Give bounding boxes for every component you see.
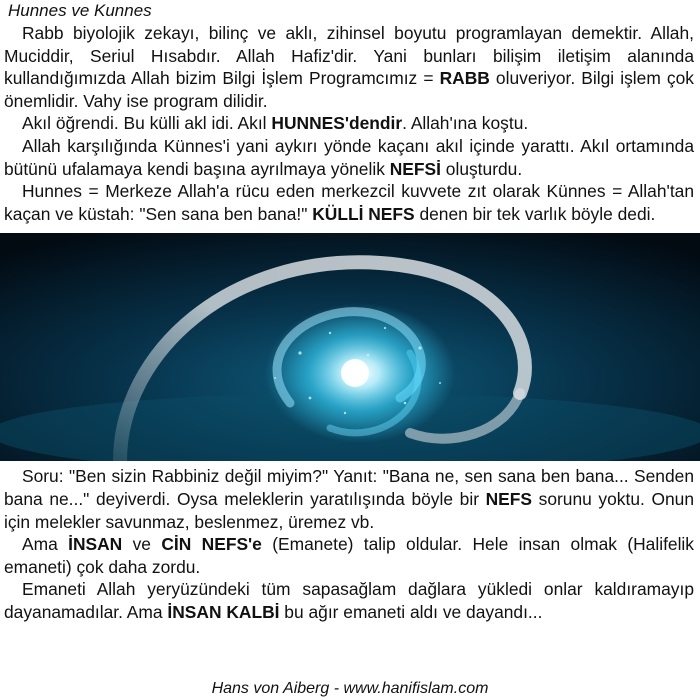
paragraph xyxy=(4,180,694,225)
paragraph-text: oluşturdu. xyxy=(440,158,523,179)
paragraph-text: ve xyxy=(122,534,162,555)
emphasis-text: NEFS xyxy=(485,488,532,509)
paragraph-text: sorunu yoktu. Onun için melekler savunmaz, beslenmez, üremez vb. xyxy=(4,488,694,532)
paragraph xyxy=(4,135,694,180)
emphasis-text: NEFSİ xyxy=(389,158,441,179)
emphasis-text: KÜLLİ NEFS xyxy=(312,203,415,224)
paragraph-text: Allah karşılığında Künnes'i yani aykırı yönde kaçanı akıl içinde yarattı. Akıl ortamında bütünü ufalamaya kendi başına ayrılmaya yönelik xyxy=(4,135,694,179)
paragraph xyxy=(4,465,694,533)
bottom-paragraphs xyxy=(4,465,694,623)
paragraph-text: Ama xyxy=(22,534,69,555)
emphasis-text: İNSAN KALBİ xyxy=(167,601,280,622)
paragraph xyxy=(4,533,694,578)
paragraph-text: Hunnes = Merkeze Allah'a rücu eden merkezcil kuvvete zıt olarak Künnes = Allah'tan kaçan ve küstah: "Sen sana ben bana!" xyxy=(4,181,694,224)
paragraph-text: . Allah'ına koştu. xyxy=(402,113,529,134)
top-text-block xyxy=(0,0,700,225)
paragraph-text: (Emanete) talip oldular. Hele insan olmak (Halifelik emaneti) çok daha zordu. xyxy=(4,534,694,577)
spiral-galaxy-icon xyxy=(0,233,700,461)
spiral-galaxy-image xyxy=(0,233,700,461)
paragraph xyxy=(4,578,694,623)
paragraph-text: Rabb biyolojik zekayı, bilinç ve aklı, zihinsel boyutu programlayan demektir. Allah, Muciddir, Seriul Hısabdır. Allah Hafiz'dir. Yani bunları bilişim iletişim alanında kullandığımızda Allah bizim Bilgi İşlem Programcımız = xyxy=(4,23,694,89)
paragraph xyxy=(4,112,694,135)
paragraph-text: Emaneti Allah yeryüzündeki tüm sapasağlam dağlara yükledi onlar kaldıramayıp dayanamadılar. Ama xyxy=(4,579,694,622)
paragraph xyxy=(4,22,694,112)
emphasis-text: RABB xyxy=(439,68,490,89)
emphasis-text: CİN NEFS'e xyxy=(161,534,262,555)
page-title: Hunnes ve Kunnes xyxy=(8,1,152,20)
paragraph-text: bu ağır emaneti aldı ve dayandı... xyxy=(279,601,543,622)
paragraph-text: Akıl öğrendi. Bu külli akl idi. Akıl xyxy=(22,113,272,134)
emphasis-text: İNSAN xyxy=(68,534,123,555)
bottom-text-block xyxy=(0,465,700,623)
paragraph-text: denen bir tek varlık böyle dedi. xyxy=(414,203,656,224)
paragraph-text: Soru: "Ben sizin Rabbiniz değil miyim?" Yanıt: "Bana ne, sen sana ben bana... Senden bana ne..." deyiverdi. Oysa meleklerin yaratılışında böyle bir xyxy=(4,466,694,509)
footer-credit: Hans von Aiberg - www.hanifislam.com xyxy=(211,680,489,697)
emphasis-text: HUNNES'dendir xyxy=(271,113,403,134)
top-paragraphs xyxy=(4,22,694,225)
paragraph-text: oluveriyor. Bilgi işlem çok önemlidir. Vahy ise program dilidir. xyxy=(4,68,694,111)
